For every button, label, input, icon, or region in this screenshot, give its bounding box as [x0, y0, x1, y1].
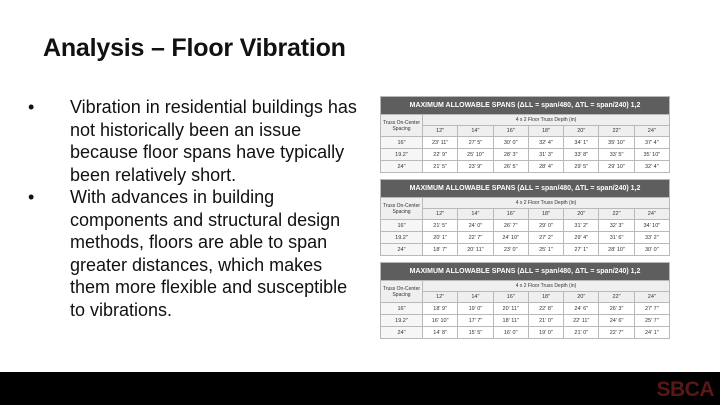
row-spacing: 24": [381, 327, 423, 339]
table-cell: 24' 1": [634, 327, 669, 339]
table-cell: 20' 11": [493, 303, 528, 315]
table-cell: 26' 7": [493, 220, 528, 232]
column-header: 14": [458, 126, 493, 137]
column-header: 24": [634, 292, 669, 303]
table-header: MAXIMUM ALLOWABLE SPANS (ΔLL = span/480, ΔTL = span/240) 1,2: [381, 263, 670, 281]
table-cell: 32' 4": [634, 161, 669, 173]
table-cell: 28' 10": [599, 244, 634, 256]
table-cell: 17' 7": [458, 315, 493, 327]
row-spacing: 24": [381, 244, 423, 256]
table-cell: 25' 10": [458, 149, 493, 161]
table-cell: 18' 7": [423, 244, 458, 256]
table-cell: 23' 0": [493, 244, 528, 256]
table-subheader: 4 x 2 Floor Truss Depth (in): [423, 115, 670, 126]
table-cell: 24' 10": [493, 232, 528, 244]
table-cell: 31' 6": [599, 232, 634, 244]
table-cell: 26' 3": [599, 303, 634, 315]
table-cell: 27' 2": [528, 232, 563, 244]
table-cell: 24' 0": [458, 220, 493, 232]
row-spacing: 19.2": [381, 315, 423, 327]
column-header: 16": [493, 126, 528, 137]
table-cell: 23' 11": [423, 137, 458, 149]
table-cell: 27' 5": [458, 137, 493, 149]
row-spacing: 16": [381, 220, 423, 232]
table-row: [381, 149, 670, 161]
table-cell: 28' 3": [493, 149, 528, 161]
row-spacing: 19.2": [381, 232, 423, 244]
column-header: 16": [493, 292, 528, 303]
column-header: 18": [528, 126, 563, 137]
bullet-item: [28, 96, 358, 186]
table-cell: 20' 1": [423, 232, 458, 244]
table-cell: 31' 2": [564, 220, 599, 232]
table-cell: 35' 10": [634, 149, 669, 161]
table-cell: 25' 7": [634, 315, 669, 327]
table-cell: 33' 2": [634, 232, 669, 244]
table-cell: 22' 11": [564, 315, 599, 327]
table-row: [381, 303, 670, 315]
span-tables: [380, 96, 670, 345]
column-header: 16": [493, 209, 528, 220]
table-cell: 33' 8": [564, 149, 599, 161]
table-row: [381, 232, 670, 244]
stub-label: Truss On-Center Spacing: [381, 281, 423, 303]
table-cell: 15' 5": [458, 327, 493, 339]
table-header: MAXIMUM ALLOWABLE SPANS (ΔLL = span/480, ΔTL = span/240) 1,2: [381, 180, 670, 198]
table-cell: 34' 10": [634, 220, 669, 232]
table-cell: 18' 9": [423, 303, 458, 315]
column-header: 12": [423, 209, 458, 220]
table-row: [381, 315, 670, 327]
table-cell: 29' 0": [528, 220, 563, 232]
column-header: 24": [634, 209, 669, 220]
table-header: MAXIMUM ALLOWABLE SPANS (ΔLL = span/480, ΔTL = span/240) 1,2: [381, 97, 670, 115]
column-header: 24": [634, 126, 669, 137]
table-cell: 32' 4": [528, 137, 563, 149]
bullet-text: With advances in building components and structural design methods, floors are able to span greater distances, which makes them more flexible and susceptible to vibrations.: [70, 187, 348, 320]
table-cell: 29' 4": [564, 232, 599, 244]
row-spacing: 16": [381, 303, 423, 315]
slide-title: Analysis – Floor Vibration: [43, 34, 346, 62]
bullet-marker: •: [28, 97, 35, 117]
table-cell: 24' 6": [564, 303, 599, 315]
table-cell: 32' 3": [599, 220, 634, 232]
column-header: 20": [564, 126, 599, 137]
bullet-item: [28, 186, 358, 321]
table-cell: 24' 6": [599, 315, 634, 327]
column-header: 20": [564, 209, 599, 220]
table-cell: 26' 5": [493, 161, 528, 173]
column-header: 22": [599, 292, 634, 303]
column-header: 18": [528, 292, 563, 303]
table-cell: 21' 0": [564, 327, 599, 339]
table-cell: 14' 8": [423, 327, 458, 339]
table-row: [381, 244, 670, 256]
bullet-text: Vibration in residential buildings has not historically been an issue because floor spans have typically been relatively short.: [70, 97, 357, 185]
table-row: [381, 161, 670, 173]
table-row: [381, 137, 670, 149]
bullet-marker: •: [28, 187, 35, 207]
table-cell: 35' 10": [599, 137, 634, 149]
row-spacing: 16": [381, 137, 423, 149]
table-cell: 18' 11": [493, 315, 528, 327]
row-spacing: 19.2": [381, 149, 423, 161]
span-table: [380, 179, 670, 256]
table-cell: 28' 4": [528, 161, 563, 173]
column-header: 14": [458, 209, 493, 220]
table-cell: 27' 7": [634, 303, 669, 315]
table-cell: 20' 11": [458, 244, 493, 256]
bullet-list: [28, 96, 358, 321]
table-cell: 30' 0": [634, 244, 669, 256]
table-cell: 16' 0": [493, 327, 528, 339]
column-header: 14": [458, 292, 493, 303]
table-cell: 34' 1": [564, 137, 599, 149]
column-header: 12": [423, 126, 458, 137]
stub-label: Truss On-Center Spacing: [381, 115, 423, 137]
stub-label: Truss On-Center Spacing: [381, 198, 423, 220]
table-cell: 33' 5": [599, 149, 634, 161]
table-cell: 22' 9": [423, 149, 458, 161]
column-header: 12": [423, 292, 458, 303]
table-subheader: 4 x 2 Floor Truss Depth (in): [423, 281, 670, 292]
table-cell: 19' 0": [458, 303, 493, 315]
table-cell: 31' 3": [528, 149, 563, 161]
footer-bar: [0, 372, 720, 405]
table-cell: 29' 5": [564, 161, 599, 173]
sbca-logo: SBCA: [656, 378, 714, 401]
table-cell: 29' 10": [599, 161, 634, 173]
table-row: [381, 327, 670, 339]
table-cell: 22' 7": [458, 232, 493, 244]
table-cell: 27' 1": [564, 244, 599, 256]
table-cell: 21' 5": [423, 220, 458, 232]
table-cell: 21' 5": [423, 161, 458, 173]
table-cell: 37' 4": [634, 137, 669, 149]
table-cell: 25' 1": [528, 244, 563, 256]
table-cell: 19' 0": [528, 327, 563, 339]
column-header: 22": [599, 209, 634, 220]
column-header: 18": [528, 209, 563, 220]
table-cell: 23' 9": [458, 161, 493, 173]
table-cell: 16' 10": [423, 315, 458, 327]
column-header: 22": [599, 126, 634, 137]
table-row: [381, 220, 670, 232]
column-header: 20": [564, 292, 599, 303]
span-table: [380, 262, 670, 339]
table-cell: 21' 0": [528, 315, 563, 327]
table-subheader: 4 x 2 Floor Truss Depth (in): [423, 198, 670, 209]
table-cell: 30' 0": [493, 137, 528, 149]
row-spacing: 24": [381, 161, 423, 173]
span-table: [380, 96, 670, 173]
table-cell: 22' 8": [528, 303, 563, 315]
table-cell: 22' 7": [599, 327, 634, 339]
